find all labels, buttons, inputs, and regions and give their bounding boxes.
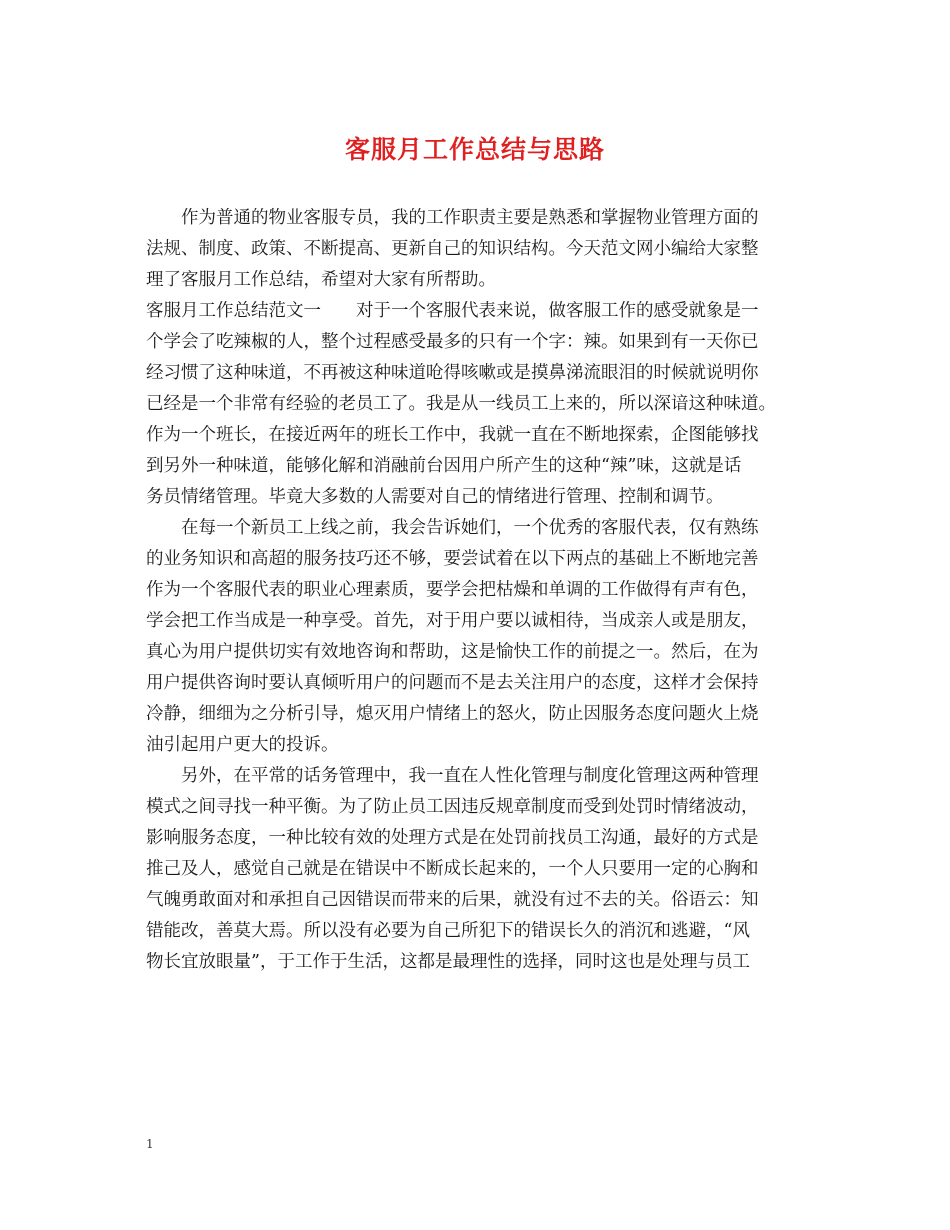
body-line: 作为一个班长，在接近两年的班长工作中，我就一直在不断地探索，企图能够找: [146, 425, 759, 445]
body-line: 法规、制度、政策、不断提高、更新自己的知识结构。今天范文网小编给大家整: [146, 239, 759, 259]
document-title: 客服月工作总结与思路: [344, 135, 605, 164]
body-line: 作为一个客服代表的职业心理素质，要学会把枯燥和单调的工作做得有声有色，: [146, 580, 759, 600]
body-line: 错能改，善莫大焉。所以没有必要为自己所犯下的错误长久的消沉和逃避，“风: [146, 921, 750, 941]
body-line: 到另外一种味道，能够化解和消融前台因用户所产生的这种“辣”味，这就是话: [146, 456, 742, 476]
body-line: 已经是一个非常有经验的老员工了。我是从一线员工上来的，所以深谙这种味道。: [146, 394, 776, 414]
page-number: 1: [146, 1137, 154, 1151]
body-line: 经习惯了这种味道，不再被这种味道呛得咳嗽或是摸鼻涕流眼泪的时候就说明你: [146, 363, 759, 383]
body-line: 气魄勇敢面对和承担自己因错误而带来的后果，就没有过不去的关。俗语云：知: [146, 890, 759, 910]
body-line: 在每一个新员工上线之前，我会告诉她们，一个优秀的客服代表，仅有熟练: [146, 518, 759, 538]
body-line: 推己及人，感觉自己就是在错误中不断成长起来的，一个人只要用一定的心胸和: [146, 859, 759, 879]
body-line: 影响服务态度，一种比较有效的处理方式是在处罚前找员工沟通，最好的方式是: [146, 828, 759, 848]
body-line: 物长宜放眼量”，于工作于生活，这都是最理性的选择，同时这也是处理与员工: [146, 952, 750, 972]
body-line: 模式之间寻找一种平衡。为了防止员工因违反规章制度而受到处罚时情绪波动，: [146, 797, 759, 817]
body-line: 用户提供咨询时要认真倾听用户的问题而不是去关注用户的态度，这样才会保持: [146, 673, 759, 693]
body-line: 作为普通的物业客服专员，我的工作职责主要是熟悉和掌握物业管理方面的: [146, 208, 759, 228]
body-line: 客服月工作总结范文一 对于一个客服代表来说，做客服工作的感受就象是一: [146, 301, 759, 321]
body-line: 冷静，细细为之分析引导，熄灭用户情绪上的怒火，防止因服务态度问题火上烧: [146, 704, 759, 724]
body-line: 油引起用户更大的投诉。: [146, 735, 339, 755]
body-line: 真心为用户提供切实有效地咨询和帮助，这是愉快工作的前提之一。然后，在为: [146, 642, 759, 662]
body-line: 学会把工作当成是一种享受。首先，对于用户要以诚相待，当成亲人或是朋友，: [146, 611, 759, 631]
body-line: 的业务知识和高超的服务技巧还不够，要尝试着在以下两点的基础上不断地完善: [146, 549, 759, 569]
body-line: 务员情绪管理。毕竟大多数的人需要对自己的情绪进行管理、控制和调节。: [146, 487, 724, 507]
body-line: 理了客服月工作总结，希望对大家有所帮助。: [146, 270, 496, 290]
document-body: [146, 203, 806, 978]
body-line: 个学会了吃辣椒的人，整个过程感受最多的只有一个字：辣。如果到有一天你已: [146, 332, 759, 352]
body-line: 另外，在平常的话务管理中，我一直在人性化管理与制度化管理这两种管理: [146, 766, 759, 786]
